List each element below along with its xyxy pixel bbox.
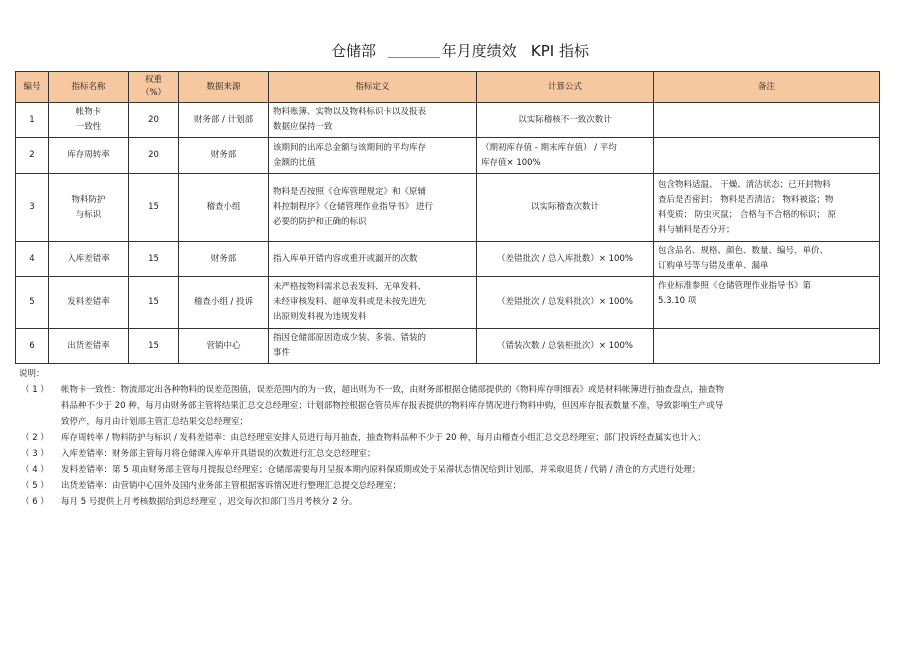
cell-source: 稽查小组 / 投诉 — [179, 277, 269, 329]
header-no: 编号 — [16, 72, 49, 103]
cell-formula: （错装次数 / 总装柜批次）× 100% — [477, 329, 654, 364]
note-text: 入库差错率：财务部主管每月将仓储课入库单开具错误的次数进行汇总交总经理室； — [61, 449, 376, 459]
cell-remark: 包含品名、规格、颜色、数量、编号、单价、 订购单号等与错及重单、漏单 — [654, 242, 880, 277]
title-prefix: 仓储部 — [331, 42, 377, 60]
header-weight: 权重 （%） — [129, 72, 179, 103]
cell-name: 物料防护 与标识 — [49, 174, 129, 242]
header-remark: 备注 — [654, 72, 880, 103]
title-suffix: 年月度绩效 KPI 指标 — [441, 42, 589, 60]
note-text: 帐物卡一致性：物流部定出各种物料的误差范围值，误差范围内的为一致，超出则为不一致，由财务部根据仓储部提供的《物料库存明细表》或是材料帐簿进行抽查盘点，抽查物 料品种不少于 20 种，每月由财务部主管将结果汇总交总经理室；计划部物控根据仓管员库存报表提供的物料库存情况进行物料申购，但因库存报表数量不准，导致影响生产或导 致停产，每月由计划部主管汇总结果交总经理室； — [61, 385, 725, 427]
cell-no: 3 — [16, 174, 49, 242]
note-number: （ 5 ） — [21, 481, 49, 491]
cell-name: 帐物卡 一致性 — [49, 103, 129, 138]
note-text: 出货差错率：由营销中心国外及国内业务部主管根据客诉情况进行整理汇总提交总经理室； — [61, 481, 402, 491]
cell-source: 财务部 / 计划部 — [179, 103, 269, 138]
note-item — [15, 382, 895, 430]
note-item — [15, 446, 895, 462]
cell-definition: 物料账簿、实物以及物料标识卡以及报表 数据应保持一致 — [269, 103, 477, 138]
cell-source: 财务部 — [179, 242, 269, 277]
note-number: （ 4 ） — [21, 465, 49, 475]
cell-no: 2 — [16, 138, 49, 174]
cell-weight: 15 — [129, 242, 179, 277]
kpi-table — [15, 71, 880, 364]
cell-remark — [654, 329, 880, 364]
note-text: 每月 5 号提供上月考核数据给到总经理室 ，迟交每次扣部门当月考核分 2 分。 — [61, 497, 358, 507]
note-item — [15, 462, 895, 478]
note-text: 库存周转率 / 物料防护与标识 / 发料差错率：由总经理室安排人员进行每月抽查，抽查物料品种不少于 20 种，每月由稽查小组汇总交总经理室；部门投诉经查属实也计入； — [61, 433, 706, 443]
header-formula: 计算公式 — [477, 72, 654, 103]
cell-formula: （差错批次 / 总发料批次）× 100% — [477, 277, 654, 329]
table-row — [16, 329, 880, 364]
cell-source: 稽查小组 — [179, 174, 269, 242]
cell-no: 6 — [16, 329, 49, 364]
title-blank — [388, 43, 440, 58]
note-item — [15, 430, 895, 446]
note-number: （ 6 ） — [21, 497, 49, 507]
cell-weight: 20 — [129, 138, 179, 174]
note-number: （ 1 ） — [21, 385, 49, 395]
cell-remark: 包含物料适温、 干燥、清洁状态；已开封物料 查后是否密封； 物料是否清洁； 物料被盗；物 料变质； 防虫灭鼠； 合格与不合格的标识； 原 料与辅料是否分开； — [654, 174, 880, 242]
cell-name: 出货差错率 — [49, 329, 129, 364]
header-name: 指标名称 — [49, 72, 129, 103]
cell-formula: （期初库存值 - 期末库存值） / 平均 库存值× 100% — [477, 138, 654, 174]
cell-weight: 20 — [129, 103, 179, 138]
header-source: 数据来源 — [179, 72, 269, 103]
cell-weight: 15 — [129, 329, 179, 364]
cell-name: 库存周转率 — [49, 138, 129, 174]
cell-definition: 该期间的出库总金额与该期间的平均库存 金额的比值 — [269, 138, 477, 174]
note-item — [15, 478, 895, 494]
cell-remark — [654, 138, 880, 174]
cell-no: 4 — [16, 242, 49, 277]
cell-source: 财务部 — [179, 138, 269, 174]
header-definition: 指标定义 — [269, 72, 477, 103]
cell-name: 入库差错率 — [49, 242, 129, 277]
cell-no: 1 — [16, 103, 49, 138]
note-text: 发料差错率：第 5 项由财务部主管每月提报总经理室；仓储部需要每月呈报本期内原料保质期或处于呆滞状态情况给到计划部，并采取退货 / 代销 / 清仓的方式进行处理； — [61, 465, 701, 475]
cell-formula: 以实际稽核不一致次数计 — [477, 103, 654, 138]
cell-definition: 未严格按物料需求总表发料、无单发料、 未经审核发料、超单发料或是未按先进先 出原则发料视为违规发料 — [269, 277, 477, 329]
cell-remark — [654, 103, 880, 138]
table-header-row — [16, 72, 880, 103]
notes-section — [15, 366, 895, 510]
cell-source: 营销中心 — [179, 329, 269, 364]
cell-definition: 指入库单开错内容或重开或漏开的次数 — [269, 242, 477, 277]
note-number: （ 3 ） — [21, 449, 49, 459]
table-row — [16, 103, 880, 138]
cell-name: 发料差错率 — [49, 277, 129, 329]
table-row — [16, 242, 880, 277]
cell-definition: 指因仓储部原因造成少装、多装、错装的 事件 — [269, 329, 477, 364]
table-row — [16, 174, 880, 242]
cell-weight: 15 — [129, 174, 179, 242]
table-row — [16, 138, 880, 174]
cell-definition: 物料是否按照《仓库管理规定》和《原辅 料控制程序》《仓储管理作业指导书》 进行 必要的防护和正确的标识 — [269, 174, 477, 242]
cell-remark: 作业标准参照《仓储管理作业指导书》第 5.3.10 项 — [654, 277, 880, 329]
note-number: （ 2 ） — [21, 433, 49, 443]
table-row — [16, 277, 880, 329]
cell-weight: 15 — [129, 277, 179, 329]
notes-label: 说明： — [19, 369, 45, 379]
cell-formula: （差错批次 / 总入库批数）× 100% — [477, 242, 654, 277]
cell-formula: 以实际稽查次数计 — [477, 174, 654, 242]
page-title — [0, 40, 920, 61]
note-item — [15, 494, 895, 510]
cell-no: 5 — [16, 277, 49, 329]
